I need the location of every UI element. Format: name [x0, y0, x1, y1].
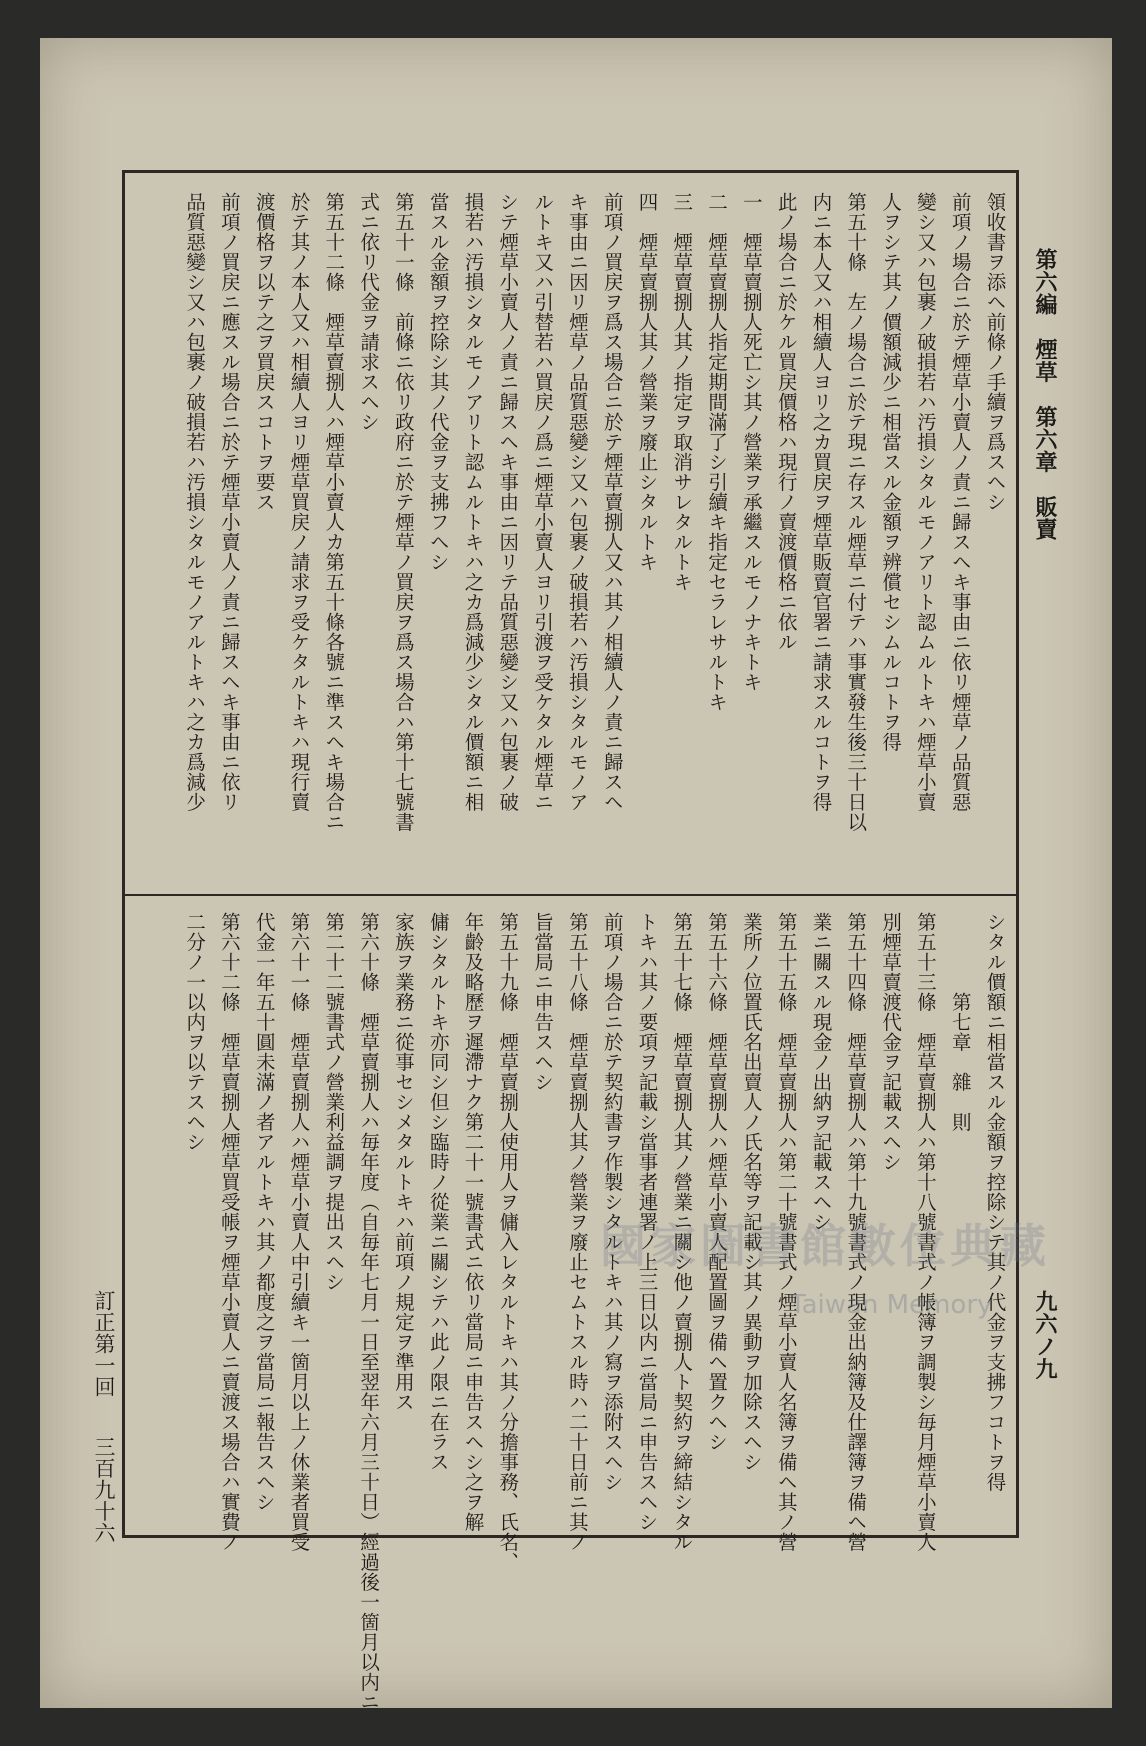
- text-column: 第二十二號書式ノ營業利益調ヲ提出スヘシ: [322, 912, 346, 1292]
- text-column: 前項ノ買戻ニ應スル場合ニ於テ煙草小賣人ノ責ニ歸スヘキ事由ニ依リ: [217, 192, 241, 812]
- text-column: 第五十九條 煙草賣捌人使用人ヲ傭入レタルトキハ其ノ分擔事務、氏名、: [496, 912, 520, 1572]
- revision-note: 訂正第一回: [92, 1290, 116, 1398]
- text-column: 第五十三條 煙草賣捌人ハ第十八號書式ノ帳簿ヲ調製シ毎月煙草小賣人: [913, 912, 937, 1552]
- text-column: シテ煙草小賣人ノ責ニ歸スヘキ事由ニ因リテ品質惡變シ又ハ包裹ノ破: [496, 192, 520, 812]
- text-column: 品質惡變シ又ハ包裹ノ破損若ハ汚損シタルモノアルトキハ之カ爲減少: [183, 192, 207, 812]
- frame-divider: [122, 894, 1019, 896]
- text-column: 第五十四條 煙草賣捌人ハ第十九號書式ノ現金出納簿及仕譯簿ヲ備ヘ營: [844, 912, 868, 1552]
- text-column: 第六十條 煙草賣捌人ハ毎年度（自毎年七月一日至翌年六月三十日）經過後一箇月以内ニ: [357, 912, 381, 1712]
- text-column: 第五十七條 煙草賣捌人其ノ營業ニ關シ他ノ賣捌人ト契約ヲ締結シタル: [670, 912, 694, 1552]
- text-column: 第五十二條 煙草賣捌人ハ煙草小賣人カ第五十條各號ニ準スヘキ場合ニ: [322, 192, 346, 832]
- text-column: 前項ノ場合ニ於テ契約書ヲ作製シタルトキハ其ノ寫ヲ添附スヘシ: [600, 912, 624, 1492]
- text-column: 第六十二條 煙草賣捌人煙草買受帳ヲ煙草小賣人ニ賣渡ス場合ハ實費ノ: [217, 912, 241, 1552]
- text-column: キ事由ニ因リ煙草ノ品質惡變シ又ハ包裹ノ破損若ハ汚損シタルモノア: [565, 192, 589, 812]
- text-column: 二 煙草賣捌人指定期間滿了シ引續キ指定セラレサルトキ: [705, 192, 729, 712]
- text-column: 第五十條 左ノ場合ニ於テ現ニ存スル煙草ニ付テハ事實發生後三十日以: [844, 192, 868, 832]
- page-number-header: 九六ノ九: [1032, 1290, 1058, 1380]
- text-column: 旨當局ニ申告スヘシ: [531, 912, 555, 1092]
- text-column: 三 煙草賣捌人其ノ指定ヲ取消サレタルトキ: [670, 192, 694, 592]
- text-column: 第五十八條 煙草賣捌人其ノ營業ヲ廢止セムトスル時ハ二十日前ニ其ノ: [565, 912, 589, 1552]
- text-column: 代金一年五十圓未滿ノ者アルトキハ其ノ都度之ヲ當局ニ報告スヘシ: [252, 912, 276, 1512]
- text-column: 一 煙草賣捌人死亡シ其ノ營業ヲ承繼スルモノナキトキ: [739, 192, 763, 692]
- text-column: 第六十一條 煙草賣捌人ハ煙草小賣人中引續キ一箇月以上ノ休業者買受: [287, 912, 311, 1552]
- text-column: 變シ又ハ包裹ノ破損若ハ汚損シタルモノアリト認ムルトキハ煙草小賣: [913, 192, 937, 812]
- text-column: 第五十五條 煙草賣捌人ハ第二十號書式ノ煙草小賣人名簿ヲ備ヘ其ノ營: [774, 912, 798, 1552]
- running-header-title: 第六編 煙草 第六章 販賣: [1032, 248, 1058, 541]
- text-column: 此ノ場合ニ於ケル買戻價格ハ現行ノ賣渡價格ニ依ル: [774, 192, 798, 652]
- text-column: 前項ノ場合ニ於テ煙草小賣人ノ責ニ歸スヘキ事由ニ依リ煙草ノ品質惡: [948, 192, 972, 812]
- text-column: シタル價額ニ相當スル金額ヲ控除シテ其ノ代金ヲ支拂フコトヲ得: [983, 912, 1007, 1492]
- text-column: 傭シタルトキ亦同シ但シ臨時ノ從業ニ關シテハ此ノ限ニ在ラス: [426, 912, 450, 1472]
- text-column: 當スル金額ヲ控除シ其ノ代金ヲ支拂フヘシ: [426, 192, 450, 572]
- text-column: 第五十一條 前條ニ依リ政府ニ於テ煙草ノ買戻ヲ爲ス場合ハ第十七號書: [391, 192, 415, 832]
- text-column: 式ニ依リ代金ヲ請求スヘシ: [357, 192, 381, 432]
- text-column: 業所ノ位置氏名出賣人ノ氏名等ヲ記載シ其ノ異動ヲ加除スヘシ: [739, 912, 763, 1472]
- text-column: 渡價格ヲ以テ之ヲ買戻スコトヲ要ス: [252, 192, 276, 512]
- text-column: トキハ其ノ要項ヲ記載シ當事者連署ノ上三日以内ニ當局ニ申告スヘシ: [635, 912, 659, 1532]
- text-column: 年齡及略歷ヲ遲滯ナク第二十一號書式ニ依リ當局ニ申告スヘシ之ヲ解: [461, 912, 485, 1532]
- text-column: 家族ヲ業務ニ從事セシメタルトキハ前項ノ規定ヲ準用ス: [391, 912, 415, 1412]
- text-column: 第五十六條 煙草賣捌人ハ煙草小賣人配置圖ヲ備ヘ置クヘシ: [705, 912, 729, 1452]
- text-column: 領收書ヲ添ヘ前條ノ手續ヲ爲スヘシ: [983, 192, 1007, 512]
- text-column: 於テ其ノ本人又ハ相續人ヨリ煙草買戻ノ請求ヲ受ケタルトキハ現行賣: [287, 192, 311, 812]
- text-column: 別煙草賣渡代金ヲ記載スヘシ: [879, 912, 903, 1172]
- text-column: 損若ハ汚損シタルモノアリト認ムルトキハ之カ爲減少シタル價額ニ相: [461, 192, 485, 812]
- page-number-footer: 三百九十六: [92, 1436, 116, 1544]
- text-column: 人ヲシテ其ノ價額減少ニ相當スル金額ヲ辨償セシムルコトヲ得: [879, 192, 903, 752]
- text-column: 四 煙草賣捌人其ノ營業ヲ廢止シタルトキ: [635, 192, 659, 572]
- watermark: 國家圖書館數位典藏: [600, 1219, 1050, 1273]
- text-column: 内ニ本人又ハ相續人ヨリ之カ買戻ヲ煙草販賣官署ニ請求スルコトヲ得: [809, 192, 833, 812]
- watermark-sub: Taiwan Memory: [790, 1290, 993, 1320]
- text-column: ルトキ又ハ引替若ハ買戻ノ爲ニ煙草小賣人ヨリ引渡ヲ受ケタル煙草ニ: [531, 192, 555, 812]
- text-column: 前項ノ買戻ヲ爲ス場合ニ於テ煙草賣捌人又ハ其ノ相續人ノ責ニ歸スヘ: [600, 192, 624, 812]
- text-column: 業ニ關スル現金ノ出納ヲ記載スヘシ: [809, 912, 833, 1232]
- text-column: 第七章 雜 則: [948, 912, 972, 1132]
- text-column: 二分ノ一以内ヲ以テスヘシ: [183, 912, 207, 1152]
